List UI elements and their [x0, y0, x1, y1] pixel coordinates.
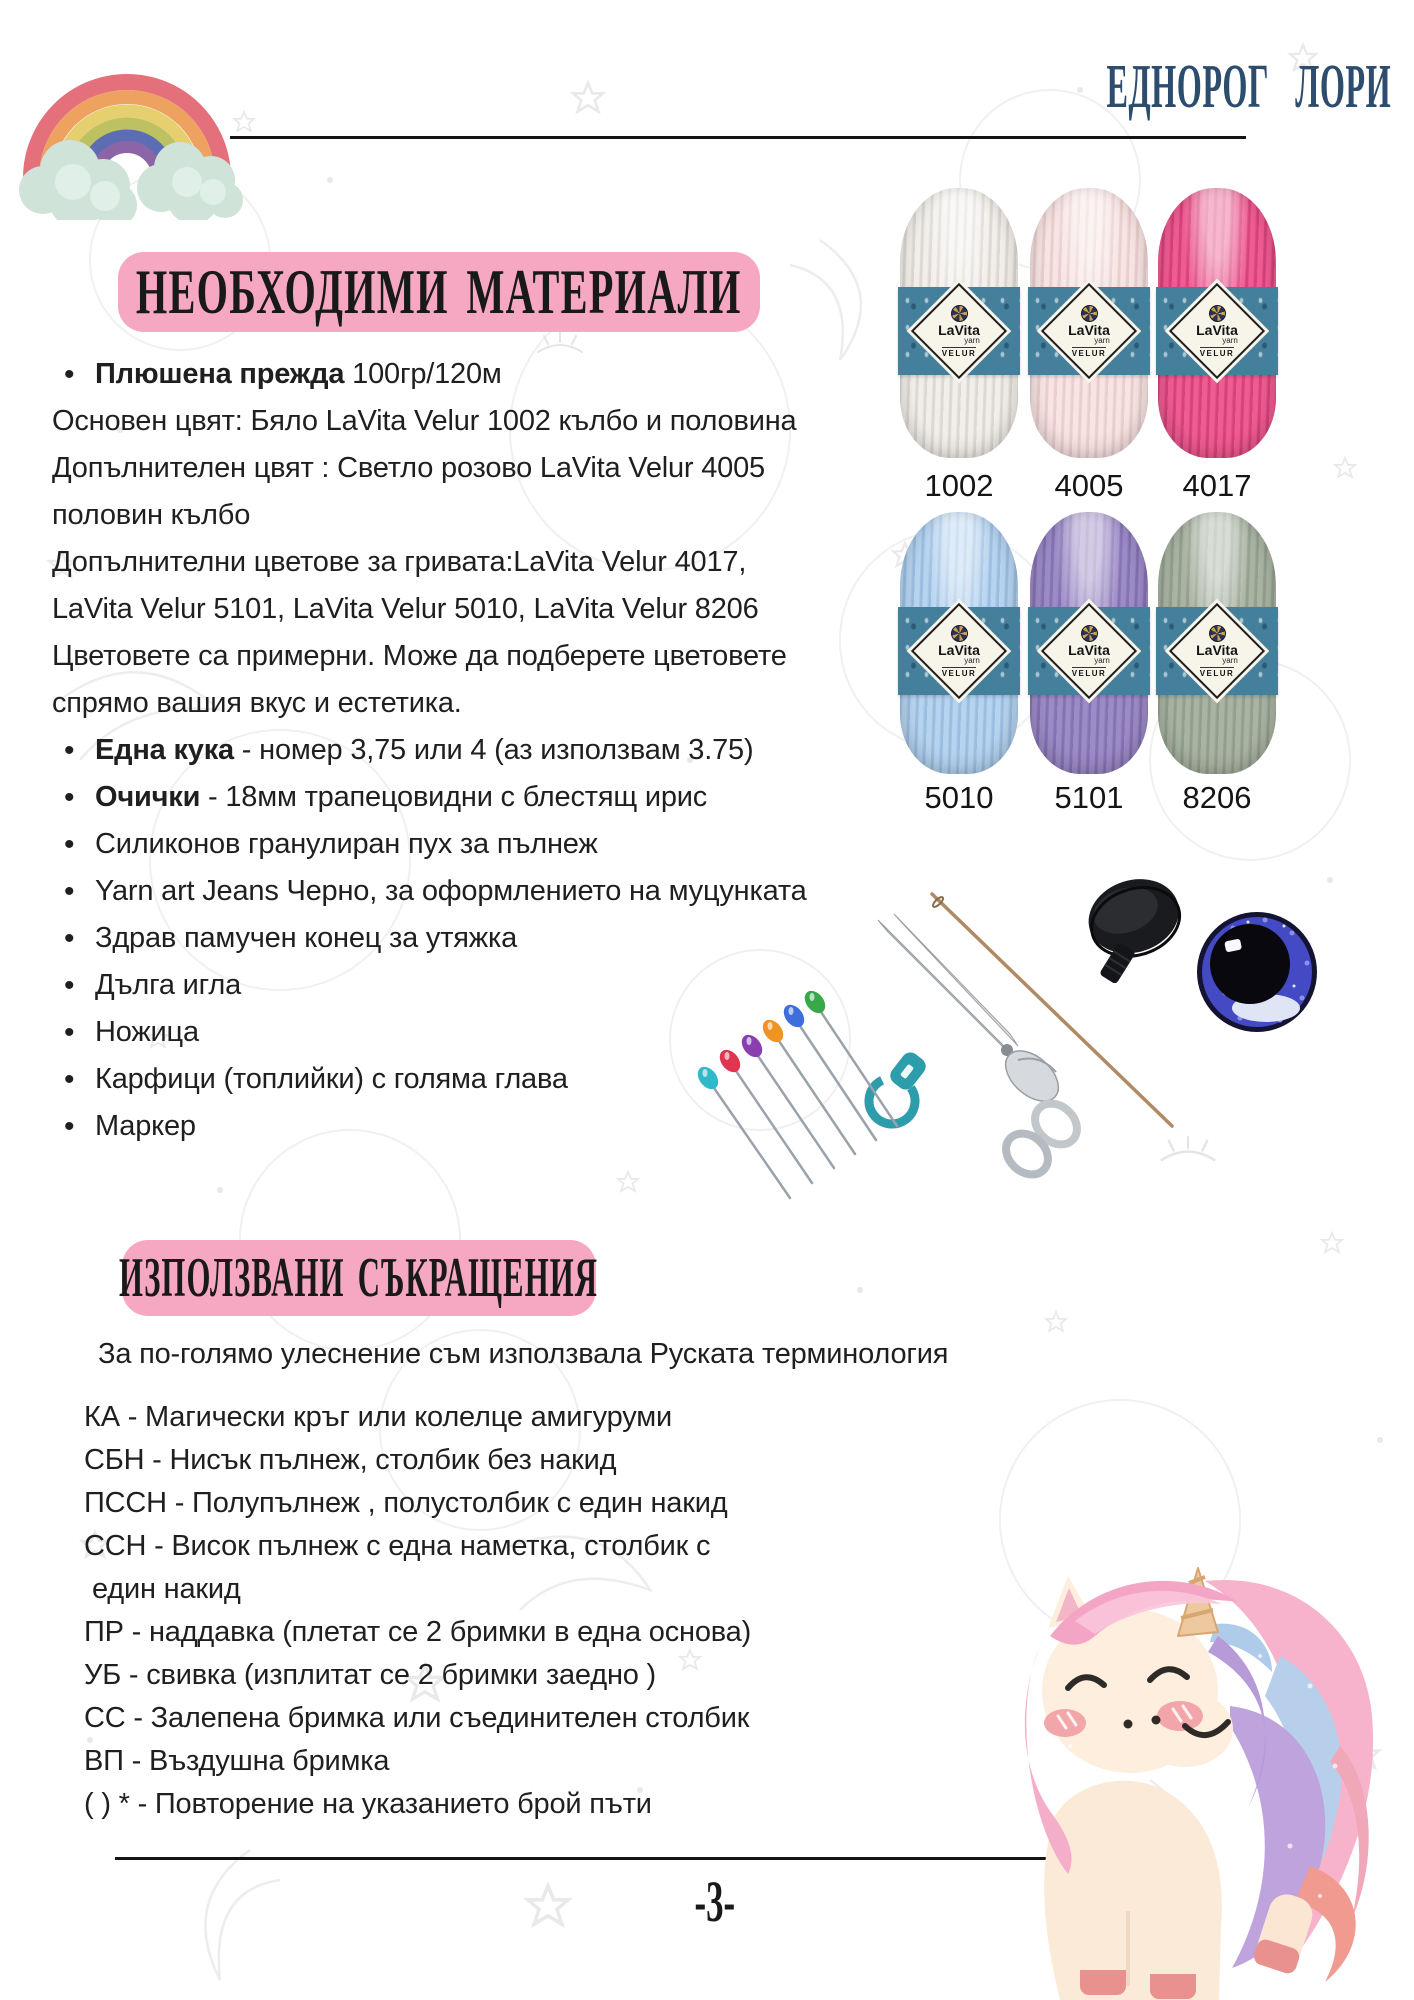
- yarn-code-label: 8206: [1182, 780, 1252, 815]
- abbreviations-intro: За по-голямо улеснение съм използвала Руската терминология: [98, 1338, 949, 1370]
- materials-heading-banner: [118, 252, 760, 332]
- abbreviation-item: УБ - свивка (изплитат се 2 бримки заедно ): [84, 1659, 656, 1691]
- abbreviation-item: ( ) * - Повторение на указанието брой пъти: [84, 1788, 652, 1820]
- list-item: • Ножица: [50, 1009, 920, 1056]
- yarn-brand-label: LaVita: [938, 321, 980, 338]
- list-item: • Дълга игла: [50, 962, 920, 1009]
- abbreviation-item: ПССН - Полупълнеж , полустолбик с един накид: [84, 1487, 728, 1519]
- safety-eye-back-icon: [1079, 868, 1190, 985]
- list-item: • Здрав памучен конец за утяжка: [50, 915, 920, 962]
- yarn-skein-photo: LaVita yarn VELUR: [1030, 188, 1148, 458]
- page-title: ЕДНОРОГ ЛОРИ: [1106, 53, 1392, 121]
- abbreviation-item: един накид: [92, 1573, 241, 1605]
- list-item: • Плюшена прежда 100гр/120м: [50, 351, 920, 398]
- yarn-skein-photo: LaVita yarn VELUR: [1158, 512, 1276, 774]
- yarn-code-label: 4005: [1054, 468, 1124, 503]
- unicorn-illustration: [980, 1566, 1400, 2000]
- yarn-skein-photo: [900, 188, 1018, 458]
- yarn-code-label: 4017: [1182, 468, 1252, 503]
- list-item: • Маркер: [50, 1103, 920, 1150]
- list-item: • Очички - 18мм трапецовидни с блестящ ирис: [50, 774, 920, 821]
- abbreviation-item: ВП - Въздушна бримка: [84, 1745, 390, 1777]
- text-line: Допълнителен цвят : Светло розово LaVita Velur 4005: [52, 452, 765, 484]
- abbreviation-item: СБН - Нисък пълнеж, столбик без накид: [84, 1444, 617, 1476]
- list-item: • Силиконов гранулиран пух за пълнеж: [50, 821, 920, 868]
- list-item: • Карфици (топлийки) с голяма глава: [50, 1056, 920, 1103]
- yarn-code-label: 5010: [924, 780, 994, 815]
- abbreviations-list: [84, 1396, 1034, 1826]
- text-line: LaVita Velur 5101, LaVita Velur 5010, LaVita Velur 8206: [52, 593, 759, 625]
- yarn-code-label: 5101: [1054, 780, 1124, 815]
- scissors-icon: [878, 914, 1085, 1183]
- text-line: Цветовете са примерни. Може да подберете цветовете: [52, 640, 787, 672]
- text-line: спрямо вашия вкус и естетика.: [52, 687, 462, 719]
- page-number: -3-: [694, 1869, 736, 1934]
- yarn-skein-photo: LaVita yarn VELUR: [1030, 512, 1148, 774]
- rainbow-icon: [15, 20, 243, 220]
- yarn-band: LaVita yarn VELUR: [898, 287, 1020, 375]
- yarn-skein-photo: LaVita yarn VELUR: [1158, 188, 1276, 458]
- tools-photo: [680, 858, 1340, 1203]
- abbreviations-heading: ИЗПОЛЗВАНИ СЪКРАЩЕНИЯ: [119, 1247, 599, 1309]
- list-item: • Една кука - номер 3,75 или 4 (аз използвам 3.75): [50, 727, 920, 774]
- safety-eye-icon: [1197, 912, 1317, 1032]
- list-item: • Yarn art Jeans Черно, за оформлението на муцунката: [50, 868, 920, 915]
- yarn-ball-icon: [951, 305, 968, 322]
- yarn-code-label: 1002: [924, 468, 994, 503]
- header-rule: [230, 136, 1246, 139]
- materials-heading: НЕОБХОДИМИ МАТЕРИАЛИ: [136, 256, 742, 327]
- abbreviation-item: ПР - наддавка (плетат се 2 бримки в една основа): [84, 1616, 752, 1648]
- text-line: Допълнителни цветове за гривата:LaVita Velur 4017,: [52, 546, 747, 578]
- abbreviation-item: ССН - Висок пълнеж с една наметка, столбик с: [84, 1530, 711, 1562]
- abbreviation-item: КА - Магически кръг или колелце амигуруми: [84, 1401, 672, 1433]
- abbreviations-heading-banner: [119, 1240, 599, 1316]
- text-line: Основен цвят: Бяло LaVita Velur 1002 кълбо и половина: [52, 405, 797, 437]
- abbreviation-item: СС - Залепена бримка или съединителен столбик: [84, 1702, 750, 1734]
- yarn-skein-photo: LaVita yarn VELUR: [900, 512, 1018, 774]
- text-line: половин кълбо: [52, 499, 251, 531]
